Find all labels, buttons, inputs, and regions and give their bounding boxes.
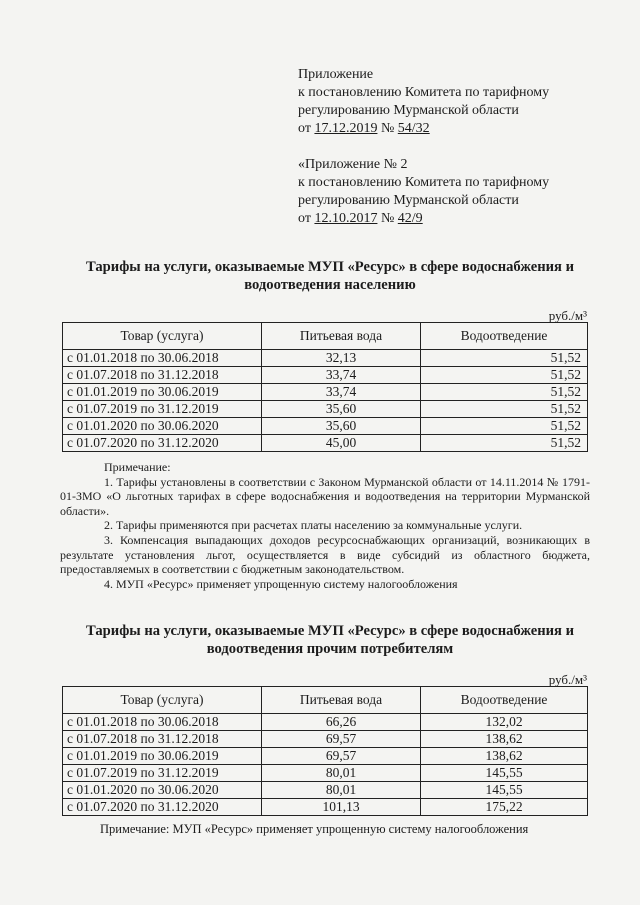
sewer-tariff-cell: 138,62 bbox=[421, 731, 588, 748]
tariff-table-other-consumers bbox=[62, 686, 588, 816]
table-header-row bbox=[63, 323, 588, 350]
appendix-2-header bbox=[298, 156, 549, 228]
water-tariff-cell: 66,26 bbox=[262, 714, 421, 731]
title-line: Тарифы на услуги, оказываемые МУП «Ресурс» в сфере водоснабжения и bbox=[86, 259, 574, 275]
unit-label: руб./м³ bbox=[548, 308, 587, 323]
header-line: регулированию Мурманской области bbox=[298, 103, 519, 118]
column-header: Товар (услуга) bbox=[63, 323, 262, 350]
note-item: 2. Тарифы применяются при расчетах платы населению за коммунальные услуги. bbox=[104, 518, 523, 533]
water-tariff-cell: 35,60 bbox=[262, 418, 421, 435]
title-line: Тарифы на услуги, оказываемые МУП «Ресурс» в сфере водоснабжения и bbox=[86, 623, 574, 639]
water-tariff-cell: 32,13 bbox=[262, 350, 421, 367]
sewer-tariff-cell: 145,55 bbox=[421, 765, 588, 782]
resolution-number: 54/32 bbox=[397, 121, 430, 136]
section-1-title bbox=[40, 258, 620, 294]
water-tariff-cell: 80,01 bbox=[262, 765, 421, 782]
column-header: Водоотведение bbox=[421, 687, 588, 714]
water-tariff-cell: 33,74 bbox=[262, 384, 421, 401]
sewer-tariff-cell: 51,52 bbox=[421, 418, 588, 435]
header-date-line bbox=[298, 120, 549, 138]
column-header: Водоотведение bbox=[421, 323, 588, 350]
sewer-tariff-cell: 51,52 bbox=[421, 435, 588, 452]
period-cell: с 01.01.2020 по 30.06.2020 bbox=[63, 418, 262, 435]
table-row bbox=[63, 765, 588, 782]
from-label: от bbox=[298, 121, 311, 136]
period-cell: с 01.07.2019 по 31.12.2019 bbox=[63, 765, 262, 782]
column-header: Питьевая вода bbox=[262, 687, 421, 714]
table-row bbox=[63, 435, 588, 452]
water-tariff-cell: 80,01 bbox=[262, 782, 421, 799]
from-label: от bbox=[298, 211, 311, 226]
table-row bbox=[63, 799, 588, 816]
sewer-tariff-cell: 138,62 bbox=[421, 748, 588, 765]
sewer-tariff-cell: 51,52 bbox=[421, 367, 588, 384]
section-2-title bbox=[40, 622, 620, 658]
sewer-tariff-cell: 145,55 bbox=[421, 782, 588, 799]
period-cell: с 01.01.2018 по 30.06.2018 bbox=[63, 350, 262, 367]
number-sign: № bbox=[380, 121, 395, 136]
table-row bbox=[63, 384, 588, 401]
header-line: «Приложение № 2 bbox=[298, 157, 408, 172]
period-cell: с 01.01.2018 по 30.06.2018 bbox=[63, 714, 262, 731]
sewer-tariff-cell: 51,52 bbox=[421, 350, 588, 367]
sewer-tariff-cell: 51,52 bbox=[421, 384, 588, 401]
period-cell: с 01.01.2019 по 30.06.2019 bbox=[63, 384, 262, 401]
period-cell: с 01.07.2018 по 31.12.2018 bbox=[63, 367, 262, 384]
table-row bbox=[63, 350, 588, 367]
header-date-line bbox=[298, 210, 549, 228]
table-row bbox=[63, 731, 588, 748]
period-cell: с 01.07.2018 по 31.12.2018 bbox=[63, 731, 262, 748]
table-row bbox=[63, 782, 588, 799]
period-cell: с 01.07.2019 по 31.12.2019 bbox=[63, 401, 262, 418]
appendix-header bbox=[298, 66, 549, 138]
table-row bbox=[63, 367, 588, 384]
column-header: Товар (услуга) bbox=[63, 687, 262, 714]
title-line: водоотведения прочим потребителям bbox=[206, 641, 454, 657]
notes-block bbox=[60, 460, 590, 591]
resolution-date: 17.12.2019 bbox=[314, 121, 378, 136]
notes-heading: Примечание: bbox=[104, 460, 171, 474]
tariff-table-population bbox=[62, 322, 588, 452]
period-cell: с 01.07.2020 по 31.12.2020 bbox=[63, 435, 262, 452]
table-row bbox=[63, 748, 588, 765]
table-row bbox=[63, 418, 588, 435]
sewer-tariff-cell: 132,02 bbox=[421, 714, 588, 731]
sewer-tariff-cell: 51,52 bbox=[421, 401, 588, 418]
water-tariff-cell: 69,57 bbox=[262, 731, 421, 748]
table-header-row bbox=[63, 687, 588, 714]
note-item: 3. Компенсация выпадающих доходов ресурсоснабжающих организаций, возникающих в результате установления льгот, осуществляется в виде субсидий из областного бюджета, предоставляемых в соответствии с бюджетным законодательством. bbox=[60, 532, 590, 577]
unit-label: руб./м³ bbox=[548, 672, 587, 687]
resolution-number: 42/9 bbox=[397, 211, 423, 226]
title-line: водоотведения населению bbox=[244, 277, 416, 293]
resolution-date: 12.10.2017 bbox=[314, 211, 378, 226]
table-row bbox=[63, 714, 588, 731]
header-line: Приложение bbox=[298, 67, 374, 82]
note-item: 4. МУП «Ресурс» применяет упрощенную систему налогообложения bbox=[104, 576, 458, 591]
header-line: регулированию Мурманской области bbox=[298, 193, 519, 208]
water-tariff-cell: 33,74 bbox=[262, 367, 421, 384]
header-line: к постановлению Комитета по тарифному bbox=[298, 175, 550, 190]
number-sign: № bbox=[380, 211, 395, 226]
water-tariff-cell: 45,00 bbox=[262, 435, 421, 452]
column-header: Питьевая вода bbox=[262, 323, 421, 350]
header-line: к постановлению Комитета по тарифному bbox=[298, 85, 550, 100]
section-2-note: Примечание: МУП «Ресурс» применяет упрощенную систему налогообложения bbox=[100, 822, 529, 836]
note-item: 1. Тарифы установлены в соответствии с Законом Мурманской области от 14.11.2014 № 1791-01-ЗМО «О льготных тарифах в сфере водоснабжения и водоотведения на территории Мурманской области». bbox=[60, 474, 590, 518]
period-cell: с 01.01.2020 по 30.06.2020 bbox=[63, 782, 262, 799]
period-cell: с 01.07.2020 по 31.12.2020 bbox=[63, 799, 262, 816]
water-tariff-cell: 101,13 bbox=[262, 799, 421, 816]
table-row bbox=[63, 401, 588, 418]
water-tariff-cell: 35,60 bbox=[262, 401, 421, 418]
water-tariff-cell: 69,57 bbox=[262, 748, 421, 765]
sewer-tariff-cell: 175,22 bbox=[421, 799, 588, 816]
period-cell: с 01.01.2019 по 30.06.2019 bbox=[63, 748, 262, 765]
